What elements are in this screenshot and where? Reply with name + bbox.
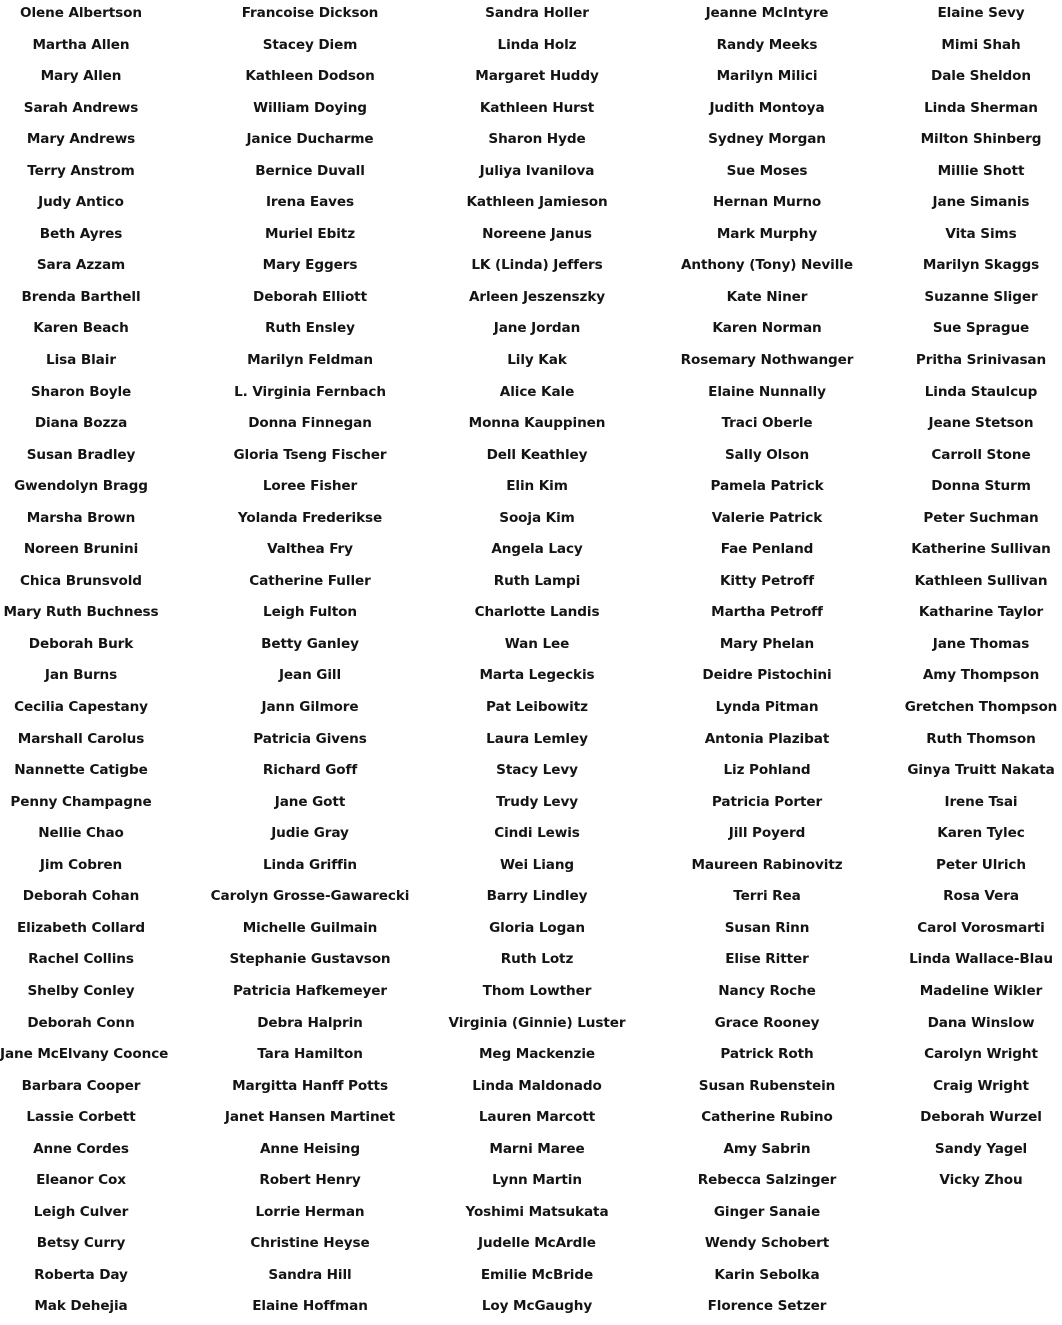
- name-entry: Sarah Andrews: [23, 99, 139, 116]
- name-entry: Carroll Stone: [931, 446, 1031, 463]
- name-entry: Barry Lindley: [486, 888, 588, 905]
- name-entry: Anthony (Tony) Neville: [681, 257, 853, 274]
- name-entry: Muriel Ebitz: [264, 225, 356, 242]
- name-entry: Lynda Pitman: [715, 699, 819, 716]
- name-column-4: [668, 0, 866, 1325]
- name-entry: Lynn Martin: [492, 1172, 582, 1189]
- name-entry: Antonia Plazibat: [704, 730, 830, 747]
- name-entry: Deborah Cohan: [22, 888, 140, 905]
- name-entry: Eleanor Cox: [36, 1172, 126, 1189]
- name-entry: Mark Murphy: [716, 225, 818, 242]
- name-entry: Jill Poyerd: [728, 825, 806, 842]
- name-entry: Juliya Ivanilova: [479, 162, 595, 179]
- name-entry: Diana Bozza: [34, 415, 128, 432]
- name-entry: Mary Ruth Buchness: [3, 604, 159, 621]
- name-entry: Susan Rubenstein: [698, 1077, 836, 1094]
- name-entry: Elin Kim: [506, 478, 568, 495]
- name-entry: Linda Griffin: [262, 856, 358, 873]
- name-entry: Nancy Roche: [718, 982, 816, 999]
- name-entry: Wendy Schobert: [704, 1235, 830, 1252]
- name-entry: Marilyn Feldman: [247, 352, 373, 369]
- name-entry: Linda Sherman: [924, 99, 1038, 116]
- name-entry: Chica Brunsvold: [20, 572, 142, 589]
- name-entry: Elaine Sevy: [937, 5, 1025, 21]
- name-entry: Mary Andrews: [26, 131, 136, 148]
- name-entry: Hernan Murno: [712, 194, 822, 211]
- name-entry: Gretchen Thompson: [904, 699, 1058, 716]
- name-entry: Jane Gott: [274, 793, 346, 810]
- name-entry: Traci Oberle: [721, 415, 813, 432]
- name-entry: Jim Cobren: [39, 856, 123, 873]
- name-entry: Terry Anstrom: [27, 162, 135, 179]
- name-entry: Anne Heising: [259, 1140, 361, 1157]
- name-entry: Shelby Conley: [27, 982, 135, 999]
- name-entry: Deidre Pistochini: [702, 667, 832, 684]
- name-entry: Millie Shott: [937, 162, 1025, 179]
- name-entry: Martha Petroff: [711, 604, 823, 621]
- name-entry: Olene Albertson: [19, 5, 142, 21]
- name-entry: Vicky Zhou: [939, 1172, 1023, 1189]
- name-entry: Bernice Duvall: [255, 162, 365, 179]
- name-entry: Katherine Sullivan: [911, 541, 1051, 558]
- name-entry: Yoshimi Matsukata: [465, 1203, 609, 1220]
- name-entry: Karen Norman: [712, 320, 822, 337]
- name-entry: Lassie Corbett: [26, 1109, 136, 1126]
- name-entry: Anne Cordes: [33, 1140, 129, 1157]
- name-entry: Margaret Huddy: [475, 68, 599, 85]
- name-entry: Ruth Lampi: [493, 572, 581, 589]
- name-entry: Patricia Porter: [711, 793, 823, 810]
- name-entry: Kate Niner: [726, 288, 808, 305]
- name-entry: Ginger Sanaie: [713, 1203, 821, 1220]
- name-entry: Sharon Boyle: [30, 383, 132, 400]
- name-entry: Sandra Holler: [485, 5, 589, 21]
- name-entry: Ruth Ensley: [265, 320, 355, 337]
- name-entry: Pritha Srinivasan: [915, 352, 1047, 369]
- name-entry: Jeane Stetson: [928, 415, 1034, 432]
- name-entry: Gloria Tseng Fischer: [233, 446, 387, 463]
- name-entry: Virginia (Ginnie) Luster: [448, 1014, 626, 1031]
- name-entry: Kathleen Dodson: [245, 68, 375, 85]
- name-entry: Valerie Patrick: [711, 509, 823, 526]
- name-entry: Karin Sebolka: [714, 1266, 820, 1283]
- name-entry: Pat Leibowitz: [486, 699, 588, 716]
- name-entry: Donna Finnegan: [248, 415, 372, 432]
- name-entry: Ginya Truitt Nakata: [907, 762, 1055, 779]
- name-entry: Margitta Hanff Potts: [232, 1077, 388, 1094]
- name-entry: Penny Champagne: [10, 793, 152, 810]
- name-entry: Sara Azzam: [36, 257, 126, 274]
- name-entry: Mary Eggers: [262, 257, 358, 274]
- name-entry: Stephanie Gustavson: [229, 951, 391, 968]
- name-entry: Marni Maree: [489, 1140, 585, 1157]
- name-entry: Judelle McArdle: [478, 1235, 596, 1252]
- name-entry: Martha Allen: [32, 36, 130, 53]
- name-entry: Marilyn Milici: [716, 68, 818, 85]
- name-entry: Craig Wright: [933, 1077, 1029, 1094]
- name-entry: Lauren Marcott: [478, 1109, 596, 1126]
- name-entry: Carolyn Grosse-Gawarecki: [210, 888, 410, 905]
- name-entry: Susan Bradley: [26, 446, 136, 463]
- name-entry: LK (Linda) Jeffers: [471, 257, 603, 274]
- name-entry: Jane Simanis: [932, 194, 1030, 211]
- name-entry: Linda Maldonado: [472, 1077, 602, 1094]
- name-entry: Vita Sims: [945, 225, 1017, 242]
- name-entry: Suzanne Sliger: [924, 288, 1038, 305]
- name-entry: Roberta Day: [34, 1266, 128, 1283]
- name-entry: Jane Thomas: [932, 635, 1030, 652]
- name-entry: Irena Eaves: [265, 194, 355, 211]
- name-entry: Kathleen Jamieson: [466, 194, 608, 211]
- name-entry: Richard Goff: [262, 762, 358, 779]
- name-entry: Noreene Janus: [482, 225, 592, 242]
- name-entry: Marta Legeckis: [479, 667, 595, 684]
- name-entry: Trudy Levy: [495, 793, 579, 810]
- name-entry: Leigh Culver: [33, 1203, 129, 1220]
- name-entry: Cindi Lewis: [494, 825, 580, 842]
- name-entry: Dale Sheldon: [931, 68, 1031, 85]
- name-entry: Fae Penland: [720, 541, 814, 558]
- name-entry: Sue Sprague: [932, 320, 1030, 337]
- name-entry: Ruth Lotz: [500, 951, 574, 968]
- name-entry: Amy Thompson: [922, 667, 1040, 684]
- name-entry: Noreen Brunini: [23, 541, 139, 558]
- name-entry: Ruth Thomson: [926, 730, 1036, 747]
- name-entry: Debra Halprin: [257, 1014, 363, 1031]
- name-entry: Patricia Givens: [253, 730, 367, 747]
- name-entry: Deborah Wurzel: [920, 1109, 1042, 1126]
- name-entry: Betty Ganley: [261, 635, 359, 652]
- name-entry: Karen Beach: [33, 320, 129, 337]
- name-entry: Kitty Petroff: [719, 572, 815, 589]
- name-entry: Mak Dehejia: [34, 1298, 128, 1315]
- name-column-3: [448, 0, 626, 1325]
- name-entry: Jan Burns: [44, 667, 118, 684]
- name-entry: Dana Winslow: [927, 1014, 1035, 1031]
- name-entry: Michelle Guilmain: [242, 919, 378, 936]
- name-entry: Terri Rea: [733, 888, 801, 905]
- name-entry: Valthea Fry: [267, 541, 353, 558]
- name-entry: Francoise Dickson: [241, 5, 379, 21]
- name-entry: Cecilia Capestany: [14, 699, 148, 716]
- name-entry: Maureen Rabinovitz: [691, 856, 843, 873]
- name-entry: Sandra Hill: [268, 1266, 352, 1283]
- name-entry: Patricia Hafkemeyer: [233, 982, 387, 999]
- name-entry: Rosa Vera: [943, 888, 1019, 905]
- name-entry: Jeanne McIntyre: [705, 5, 829, 21]
- name-entry: Robert Henry: [259, 1172, 361, 1189]
- name-entry: Nellie Chao: [38, 825, 124, 842]
- name-entry: Rachel Collins: [28, 951, 134, 968]
- name-entry: Judith Montoya: [709, 99, 825, 116]
- name-entry: Arleen Jeszenszky: [468, 288, 606, 305]
- name-entry: Monna Kauppinen: [468, 415, 606, 432]
- name-entry: Linda Staulcup: [924, 383, 1038, 400]
- name-entry: Rosemary Nothwanger: [680, 352, 854, 369]
- name-entry: L. Virginia Fernbach: [234, 383, 386, 400]
- name-entry: Milton Shinberg: [920, 131, 1042, 148]
- name-entry: Kathleen Hurst: [479, 99, 595, 116]
- name-entry: Madeline Wikler: [919, 982, 1043, 999]
- name-entry: Janice Ducharme: [246, 131, 374, 148]
- name-entry: Pamela Patrick: [710, 478, 824, 495]
- name-entry: Sue Moses: [726, 162, 808, 179]
- name-entry: Catherine Fuller: [249, 572, 371, 589]
- name-entry: Wei Liang: [499, 856, 575, 873]
- name-entry: Betsy Curry: [36, 1235, 126, 1252]
- name-entry: Thom Lowther: [482, 982, 592, 999]
- name-entry: Randy Meeks: [716, 36, 818, 53]
- name-entry: Elaine Hoffman: [252, 1298, 368, 1315]
- name-entry: Deborah Conn: [27, 1014, 135, 1031]
- name-entry: Karen Tylec: [937, 825, 1025, 842]
- name-entry: Mary Allen: [40, 68, 122, 85]
- name-entry: Charlotte Landis: [474, 604, 600, 621]
- name-entry: Elise Ritter: [725, 951, 809, 968]
- name-column-2: [200, 0, 420, 1325]
- name-entry: Sandy Yagel: [934, 1140, 1028, 1157]
- name-entry: Alice Kale: [499, 383, 575, 400]
- name-entry: Meg Mackenzie: [478, 1046, 596, 1063]
- name-entry: Deborah Burk: [28, 635, 134, 652]
- name-entry: Barbara Cooper: [21, 1077, 141, 1094]
- name-entry: Carolyn Wright: [924, 1046, 1038, 1063]
- name-entry: Lily Kak: [507, 352, 567, 369]
- name-entry: Deborah Elliott: [253, 288, 367, 305]
- name-entry: Angela Lacy: [491, 541, 583, 558]
- name-entry: Leigh Fulton: [263, 604, 357, 621]
- name-entry: Jann Gilmore: [261, 699, 359, 716]
- name-entry: Gloria Logan: [489, 919, 585, 936]
- name-entry: Elizabeth Collard: [16, 919, 146, 936]
- name-entry: Linda Wallace-Blau: [909, 951, 1053, 968]
- name-entry: Linda Holz: [497, 36, 577, 53]
- name-entry: Susan Rinn: [724, 919, 810, 936]
- name-entry: Marilyn Skaggs: [922, 257, 1040, 274]
- name-entry: Mimi Shah: [941, 36, 1021, 53]
- name-entry: Jane Jordan: [493, 320, 581, 337]
- name-entry: Loree Fisher: [262, 478, 358, 495]
- name-entry: Sally Olson: [724, 446, 810, 463]
- name-entry: Loy McGaughy: [481, 1298, 593, 1315]
- name-entry: Lisa Blair: [46, 352, 116, 369]
- name-entry: Catherine Rubino: [701, 1109, 833, 1126]
- name-column-5: [902, 0, 1060, 1199]
- name-entry: Sharon Hyde: [488, 131, 586, 148]
- name-entry: Yolanda Frederikse: [237, 509, 383, 526]
- name-entry: Irene Tsai: [944, 793, 1018, 810]
- name-entry: Lorrie Herman: [255, 1203, 365, 1220]
- name-entry: Peter Ulrich: [936, 856, 1026, 873]
- name-entry: Stacy Levy: [496, 762, 578, 779]
- name-entry: Stacey Diem: [262, 36, 358, 53]
- name-entry: Liz Pohland: [723, 762, 811, 779]
- name-entry: Marshall Carolus: [17, 730, 145, 747]
- name-entry: Rebecca Salzinger: [697, 1172, 837, 1189]
- name-entry: Gwendolyn Bragg: [14, 478, 148, 495]
- name-entry: Christine Heyse: [250, 1235, 370, 1252]
- name-entry: Judie Gray: [271, 825, 349, 842]
- name-entry: Brenda Barthell: [21, 288, 141, 305]
- name-entry: Elaine Nunnally: [708, 383, 826, 400]
- name-entry: Nannette Catigbe: [14, 762, 148, 779]
- name-entry: Laura Lemley: [486, 730, 588, 747]
- name-entry: Carol Vorosmarti: [917, 919, 1045, 936]
- name-entry: Patrick Roth: [720, 1046, 814, 1063]
- name-entry: Beth Ayres: [39, 225, 123, 242]
- name-entry: Tara Hamilton: [257, 1046, 363, 1063]
- name-entry: Sooja Kim: [499, 509, 575, 526]
- name-entry: Grace Rooney: [714, 1014, 820, 1031]
- name-entry: Katharine Taylor: [918, 604, 1044, 621]
- name-entry: Amy Sabrin: [723, 1140, 811, 1157]
- name-entry: Janet Hansen Martinet: [224, 1109, 396, 1126]
- name-entry: Kathleen Sullivan: [914, 572, 1048, 589]
- name-entry: Judy Antico: [38, 194, 124, 211]
- name-column-1: [0, 0, 169, 1325]
- name-entry: Emilie McBride: [480, 1266, 594, 1283]
- name-entry: Florence Setzer: [707, 1298, 827, 1315]
- name-entry: Mary Phelan: [719, 635, 815, 652]
- name-entry: William Doying: [253, 99, 367, 116]
- name-entry: Marsha Brown: [26, 509, 136, 526]
- name-entry: Peter Suchman: [923, 509, 1039, 526]
- name-entry: Dell Keathley: [486, 446, 588, 463]
- name-entry: Donna Sturm: [931, 478, 1031, 495]
- name-entry: Sydney Morgan: [708, 131, 826, 148]
- name-entry: Jane McElvany Coonce: [0, 1046, 169, 1063]
- name-entry: Wan Lee: [504, 635, 570, 652]
- name-entry: Jean Gill: [278, 667, 342, 684]
